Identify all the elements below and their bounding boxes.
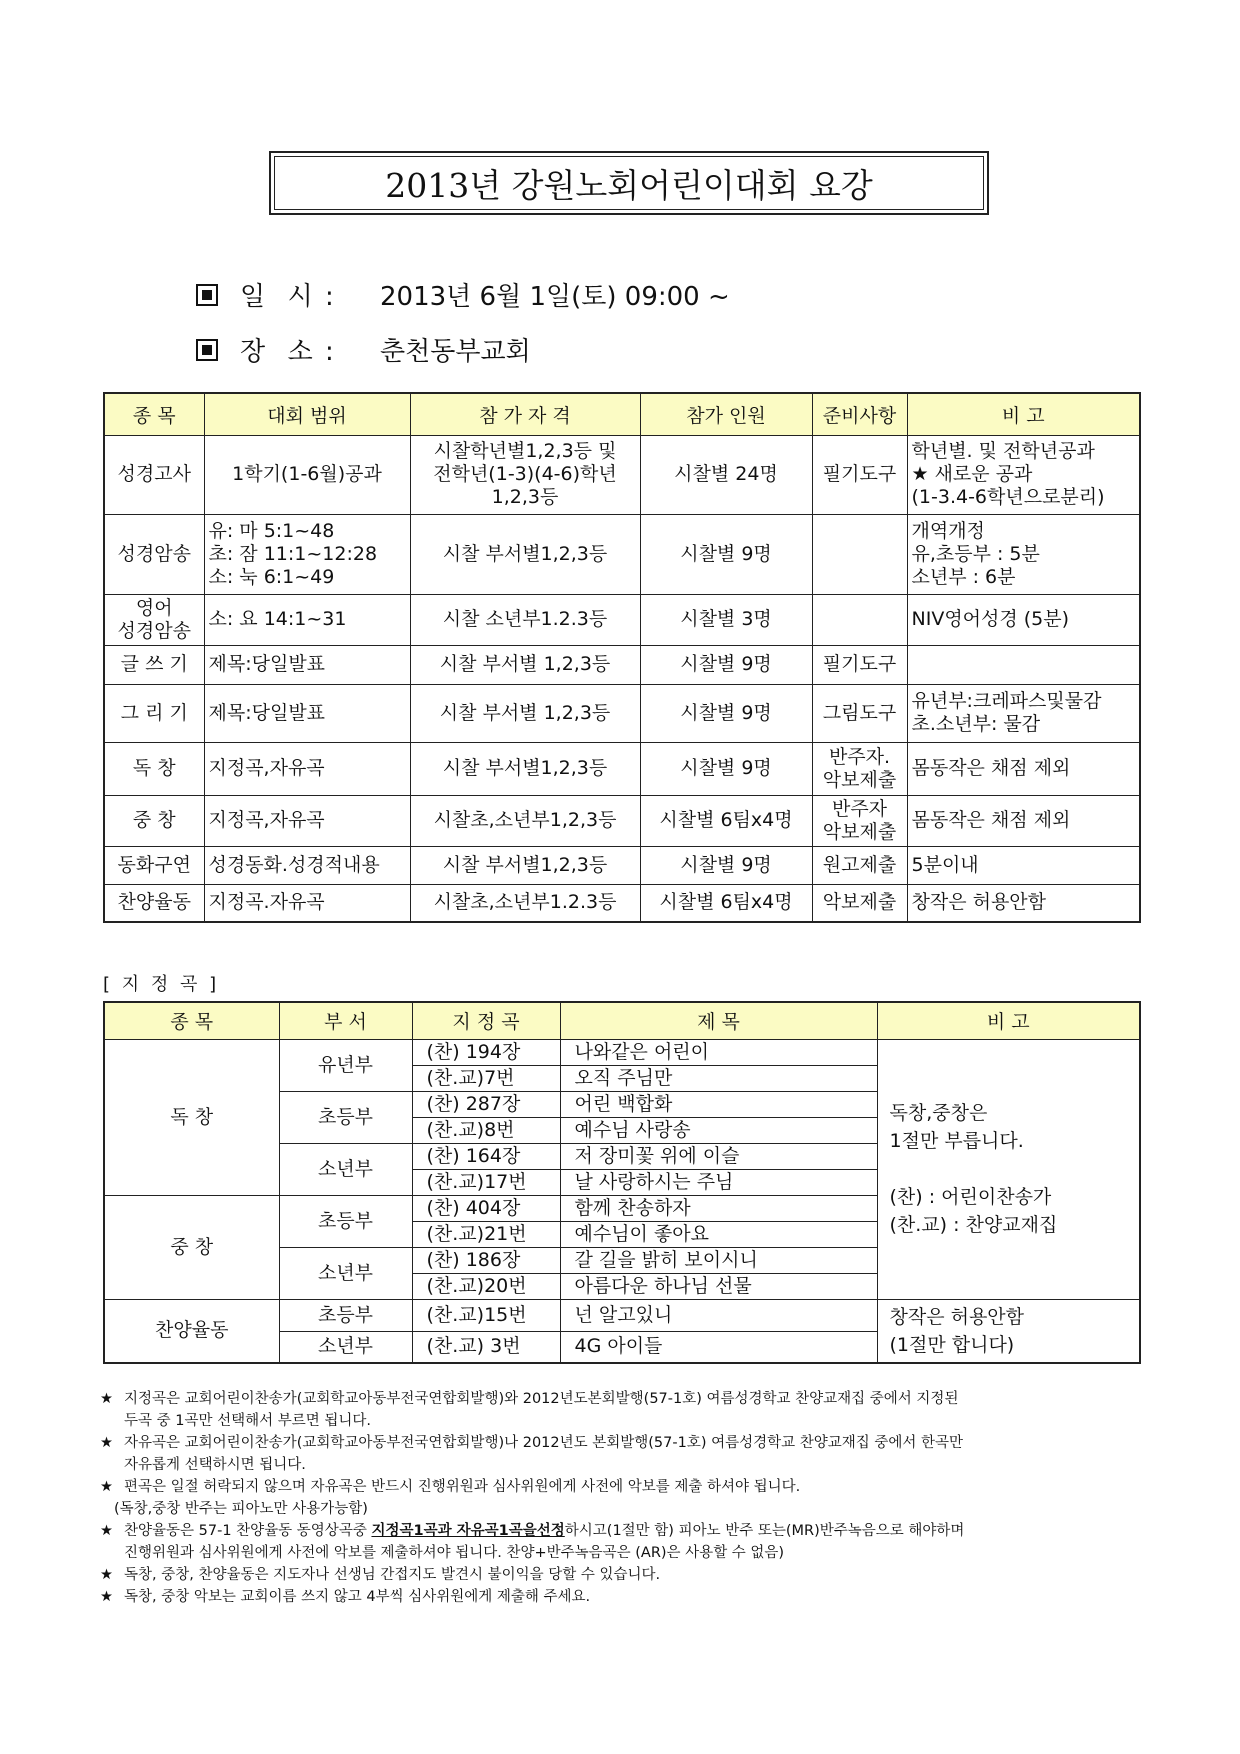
star-icon: ★ [100,1435,113,1451]
song-number: (찬.교)7번 [412,1065,560,1091]
song-title: 예수님이 좋아요 [560,1221,877,1247]
remarks: 창작은 허용안함 [907,884,1140,922]
header-cell: 참 가 자 격 [410,393,640,435]
header-cell: 제 목 [560,1002,877,1039]
preparation: 필기도구 [812,435,907,514]
footnote-text: 자유곡은 교회어린이찬송가(교회학교아동부전국연합회발행)나 2012년도 본회발행(57-1호) 여름성경학교 찬양교재집 중에서 한곡만 [124,1435,964,1451]
category-cell: 독 창 [104,1039,279,1195]
header-cell: 부 서 [279,1002,412,1039]
table-row [104,1299,1140,1331]
footnotes [100,1388,1140,1608]
song-title: 오직 주님만 [560,1065,877,1091]
participants: 시찰별 9명 [640,514,812,594]
event-name: 성경암송 [104,514,204,594]
competition-scope: 성경동화.성경적내용 [204,846,410,884]
competition-scope: 소: 요 14:1~31 [204,594,410,645]
star-icon: ★ [100,1589,113,1605]
song-number: (찬) 404장 [412,1195,560,1221]
competition-scope: 지정곡,자유곡 [204,795,410,846]
footnote-text: 자유롭게 선택하시면 됩니다. [124,1457,306,1473]
song-title: 날 사랑하시는 주님 [560,1169,877,1195]
song-title: 갈 길을 밝히 보이시니 [560,1247,877,1273]
page-title: 2013년 강원노회어린이대회 요강 [274,156,984,210]
remarks: 몸동작은 채점 제외 [907,795,1140,846]
header-cell: 비 고 [907,393,1140,435]
preparation: 반주자. 악보제출 [812,742,907,795]
competition-scope: 지정곡.자유곡 [204,884,410,922]
songs-note: 창작은 허용안함 (1절만 합니다) [877,1299,1140,1363]
table-row [104,1039,1140,1065]
participants: 시찰별 6팀x4명 [640,884,812,922]
footnote-text: 진행위원과 심사위원에게 사전에 악보를 제출하셔야 됩니다. 찬양+반주녹음곡은 (AR)은 사용할 수 없음) [124,1545,785,1561]
event-name: 영어 성경암송 [104,594,204,645]
footnote-text: 찬양율동은 57-1 찬양율동 동영상곡중 [124,1523,372,1539]
category-cell: 찬양율동 [104,1299,279,1363]
remarks: NIV영어성경 (5분) [907,594,1140,645]
footnote-text: 편곡은 일절 허락되지 않으며 자유곡은 반드시 진행위원과 심사위원에게 사전에 악보를 제출 하셔야 됩니다. [124,1479,801,1495]
event-name: 글 쓰 기 [104,645,204,684]
header-cell: 종 목 [104,1002,279,1039]
table-row [104,684,1140,742]
eligibility: 시찰 부서별 1,2,3등 [410,645,640,684]
footnote-text: 독창, 중창 악보는 교회이름 쓰지 않고 4부씩 심사위원에게 제출해 주세요. [124,1589,591,1605]
song-number: (찬) 186장 [412,1247,560,1273]
song-title: 아름다운 하나님 선물 [560,1273,877,1299]
song-number: (찬) 287장 [412,1091,560,1117]
category-cell: 중 창 [104,1195,279,1299]
star-icon: ★ [100,1523,113,1539]
department-cell: 초등부 [279,1091,412,1143]
song-number: (찬.교)15번 [412,1299,560,1331]
participants: 시찰별 6팀x4명 [640,795,812,846]
song-number: (찬.교)21번 [412,1221,560,1247]
competition-scope: 지정곡,자유곡 [204,742,410,795]
place-value: 춘천동부교회 [380,337,531,367]
header-cell: 준비사항 [812,393,907,435]
star-icon: ★ [100,1567,113,1583]
department-cell: 소년부 [279,1143,412,1195]
table-header-row [104,1002,1140,1039]
footnote [100,1520,1140,1564]
footnote [100,1586,1140,1608]
place-label: 장 소 : [240,337,336,367]
song-number: (찬.교)8번 [412,1117,560,1143]
designated-songs-table [103,1001,1141,1364]
table-header-row [104,393,1140,435]
eligibility: 시찰 부서별 1,2,3등 [410,684,640,742]
date-line [196,276,730,313]
eligibility: 시찰초,소년부1,2,3등 [410,795,640,846]
participants: 시찰별 9명 [640,684,812,742]
eligibility: 시찰초,소년부1.2.3등 [410,884,640,922]
preparation: 필기도구 [812,645,907,684]
eligibility: 시찰 부서별1,2,3등 [410,742,640,795]
footnote-text: 독창, 중창, 찬양율동은 지도자나 선생님 간접지도 발견시 불이익을 당할 수 있습니다. [124,1567,661,1583]
department-cell: 유년부 [279,1039,412,1091]
table-row [104,645,1140,684]
table-row [104,435,1140,514]
preparation: 그림도구 [812,684,907,742]
table-row [104,884,1140,922]
preparation: 원고제출 [812,846,907,884]
square-bullet-icon [196,339,218,361]
eligibility: 시찰 부서별1,2,3등 [410,514,640,594]
preparation [812,594,907,645]
table-row [104,514,1140,594]
footnote [100,1564,1140,1586]
event-name: 독 창 [104,742,204,795]
place-line [196,331,531,368]
department-cell: 초등부 [279,1299,412,1331]
song-title: 나와같은 어린이 [560,1039,877,1065]
competition-scope: 제목:당일발표 [204,645,410,684]
competition-scope: 1학기(1-6월)공과 [204,435,410,514]
competition-scope: 유: 마 5:1~48 초: 잠 11:1~12:28 소: 눅 6:1~49 [204,514,410,594]
preparation: 반주자 악보제출 [812,795,907,846]
department-cell: 소년부 [279,1247,412,1299]
header-cell: 비 고 [877,1002,1140,1039]
header-cell: 지 정 곡 [412,1002,560,1039]
header-cell: 대회 범위 [204,393,410,435]
song-title: 저 장미꽃 위에 이슬 [560,1143,877,1169]
participants: 시찰별 9명 [640,645,812,684]
footnote-text: (독창,중창 반주는 피아노만 사용가능함) [114,1501,368,1517]
event-name: 동화구연 [104,846,204,884]
song-title: 4G 아이들 [560,1331,877,1363]
event-name: 그 리 기 [104,684,204,742]
table-row [104,846,1140,884]
preparation [812,514,907,594]
designated-songs-label: [ 지 정 곡 ] [103,974,220,995]
remarks [907,645,1140,684]
remarks: 학년별. 및 전학년공과 ★ 새로운 공과 (1-3.4-6학년으로분리) [907,435,1140,514]
remarks: 몸동작은 채점 제외 [907,742,1140,795]
date-value: 2013년 6월 1일(토) 09:00 ~ [380,282,730,312]
header-cell: 참가 인원 [640,393,812,435]
song-number: (찬) 164장 [412,1143,560,1169]
song-title: 넌 알고있니 [560,1299,877,1331]
footnote-emphasis: 지정곡1곡과 자유곡1곡을선정 [371,1523,565,1539]
participants: 시찰별 9명 [640,742,812,795]
song-title: 함께 찬송하자 [560,1195,877,1221]
department-cell: 초등부 [279,1195,412,1247]
event-name: 찬양율동 [104,884,204,922]
songs-note: 독창,중창은 1절만 부릅니다. (찬) : 어린이찬송가 (찬.교) : 찬양교재집 [877,1039,1140,1299]
footnote [100,1388,1140,1432]
preparation: 악보제출 [812,884,907,922]
remarks: 개역개정 유,초등부 : 5분 소년부 : 6분 [907,514,1140,594]
participants: 시찰별 3명 [640,594,812,645]
eligibility: 시찰 소년부1.2.3등 [410,594,640,645]
footnote-text: 지정곡은 교회어린이찬송가(교회학교아동부전국연합회발행)와 2012년도본회발행(57-1호) 여름성경학교 찬양교재집 중에서 지정된 [124,1391,959,1407]
star-icon: ★ [100,1391,113,1407]
participants: 시찰별 24명 [640,435,812,514]
song-number: (찬.교)20번 [412,1273,560,1299]
event-name: 중 창 [104,795,204,846]
table-row [104,742,1140,795]
date-label: 일 시 : [240,282,336,312]
footnote-text: 두곡 중 1곡만 선택해서 부르면 됩니다. [124,1413,371,1429]
eligibility: 시찰 부서별1,2,3등 [410,846,640,884]
song-title: 어린 백합화 [560,1091,877,1117]
table-row [104,594,1140,645]
eligibility: 시찰학년별1,2,3등 및 전학년(1-3)(4-6)학년 1,2,3등 [410,435,640,514]
song-title: 예수님 사랑송 [560,1117,877,1143]
song-number: (찬.교) 3번 [412,1331,560,1363]
song-number: (찬.교)17번 [412,1169,560,1195]
footnote [100,1432,1140,1476]
square-bullet-icon [196,284,218,306]
star-icon: ★ [100,1479,113,1495]
song-number: (찬) 194장 [412,1039,560,1065]
remarks: 5분이내 [907,846,1140,884]
footnote-text: 하시고(1절만 함) 피아노 반주 또는(MR)반주녹음으로 해야하며 [564,1523,965,1539]
participants: 시찰별 9명 [640,846,812,884]
event-name: 성경고사 [104,435,204,514]
competition-scope: 제목:당일발표 [204,684,410,742]
competition-table [103,392,1141,923]
department-cell: 소년부 [279,1331,412,1363]
remarks: 유년부:크레파스및물감 초.소년부: 물감 [907,684,1140,742]
footnote [100,1476,1140,1498]
table-row [104,795,1140,846]
title-box [269,151,989,215]
header-cell: 종 목 [104,393,204,435]
